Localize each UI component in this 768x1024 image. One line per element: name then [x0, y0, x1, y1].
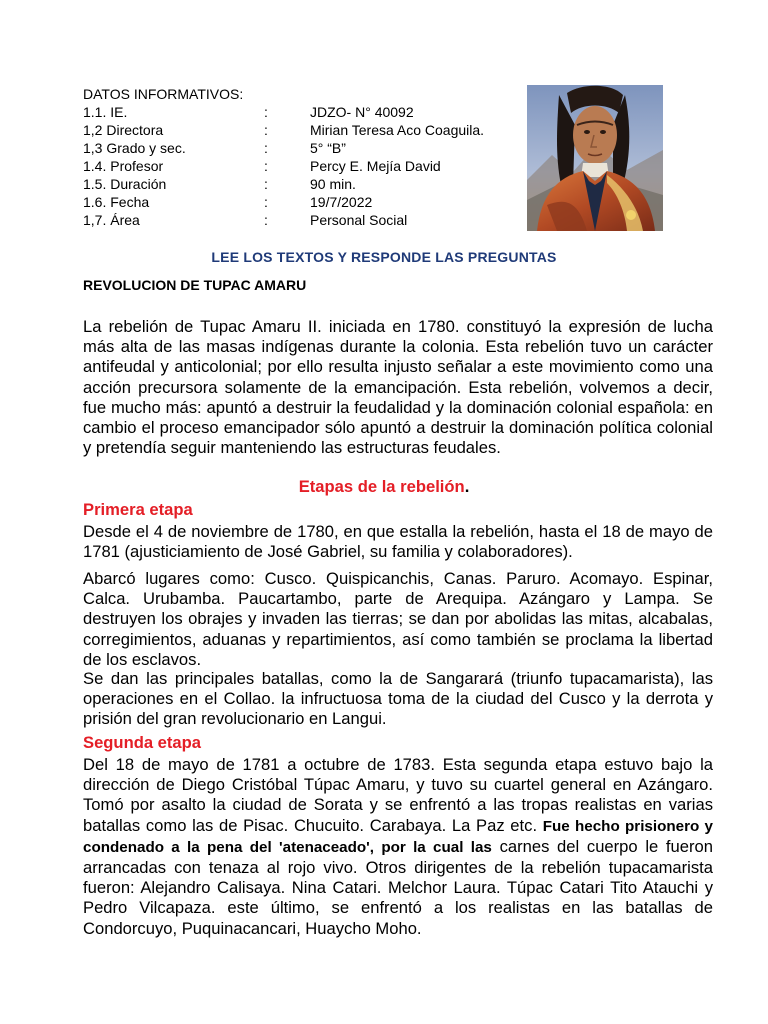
info-value: Mirian Teresa Aco Coaguila. [310, 122, 485, 138]
stage-1-paragraph-1: Desde el 4 de noviembre de 1780, en que estalla la rebelión, hasta el 18 de mayo de 1781 (ajusticiamiento de José Gabriel, su familia y colaboradores). [83, 522, 713, 562]
info-value: 19/7/2022 [310, 194, 373, 210]
info-label: 1.4. Profesor [83, 158, 164, 174]
info-separator: : [264, 122, 268, 138]
stage-2-paragraph-1: Del 18 de mayo de 1781 a octubre de 1783. Esta segunda etapa estuvo bajo la dirección de Diego Cristóbal Túpac Amaru, y tuvo su cuartel general en Azángaro. Tomó por asalto la ciudad de Sorata y se enfrentó a las tropas realistas en varias batallas como las de Pisac. Chucuito. Carabaya. La Paz etc. [83, 755, 713, 835]
info-label: 1.6. Fecha [83, 194, 150, 210]
info-heading: DATOS INFORMATIVOS: [83, 86, 244, 102]
info-value: Personal Social [310, 212, 408, 228]
info-separator: : [264, 176, 268, 192]
info-separator: : [264, 104, 268, 120]
stage-1-title: Primera etapa [83, 500, 193, 519]
stage-1-paragraph-3: Se dan las principales batallas, como la de Sangarará (triunfo tupacamarista), las operaciones en el Collao. la infructuosa toma de la ciudad del Cusco y la derrota y prisión del gran revolucionario en Langui. [83, 669, 713, 729]
tupac-amaru-portrait [527, 85, 663, 231]
etapas-heading-text: Etapas de la rebelión [298, 477, 465, 496]
info-value: Percy E. Mejía David [310, 158, 441, 174]
info-value: JDZO- N° 40092 [310, 104, 414, 120]
stage-2-title: Segunda etapa [83, 733, 202, 752]
info-separator: : [264, 140, 268, 156]
etapas-heading [0, 477, 768, 497]
stage-1-paragraph-2: Abarcó lugares como: Cusco. Quispicanchis, Canas. Paruro. Acomayo. Espinar, Calca. Urubamba. Paucartambo, parte de Arequipa. Azángaro y Lampa. Se destruyen los obrajes y invaden las tierras; se dan por abolidas las mitas, alcabalas, corregimientos, aduanas y repartimientos, así como también se proclama la libertad de los esclavos. [83, 569, 713, 669]
info-label: 1,7. Área [83, 212, 140, 228]
portrait-illustration [527, 85, 663, 231]
intro-paragraph: La rebelión de Tupac Amaru II. iniciada en 1780. constituyó la expresión de lucha más alta de las masas indígenas durante la colonia. Esta rebelión tuvo un carácter antifeudal y anticolonial; por ello resulta injusto señalar a este movimiento como una acción precursora solamente de la emancipación. Esta rebelión, volvemos a decir, fue mucho más: apuntó a destruir la feudalidad y la dominación colonial española: en cambio el proceso emancipador sólo apuntó a destruir la dominación política colonial y pretendía seguir manteniendo las estructuras feudales. [83, 317, 713, 458]
stage-2-body [83, 755, 713, 939]
info-label: 1.1. IE. [83, 104, 128, 120]
article-title: REVOLUCION DE TUPAC AMARU [83, 277, 307, 293]
etapas-heading-dot: . [464, 477, 470, 496]
info-separator: : [264, 158, 268, 174]
stage-2-paragraph-2: carnes del cuerpo le fueron arrancadas con tenaza al rojo vivo. Otros dirigentes de la rebelión tupacamarista fueron: Alejandro Calisaya. Nina Catari. Melchor Laura. Túpac Catari Tito Atauchi y Pedro Vilcapaza. este último, se enfrentó a los realistas en las batallas de Condorcuyo, Puquinacancari, Huaycho Moho. [83, 836, 713, 938]
info-value: 5° “B” [310, 140, 346, 156]
info-label: 1,2 Directora [83, 122, 164, 138]
instructions-heading: LEE LOS TEXTOS Y RESPONDE LAS PREGUNTAS [211, 249, 557, 265]
info-label: 1,3 Grado y sec. [83, 140, 186, 156]
info-separator: : [264, 194, 268, 210]
info-separator: : [264, 212, 268, 228]
info-label: 1.5. Duración [83, 176, 167, 192]
stage-2-bold-sentence: Fue hecho prisionero y condenado a la pena del 'atenaceado', por la cual las [83, 817, 713, 856]
info-value: 90 min. [310, 176, 356, 192]
